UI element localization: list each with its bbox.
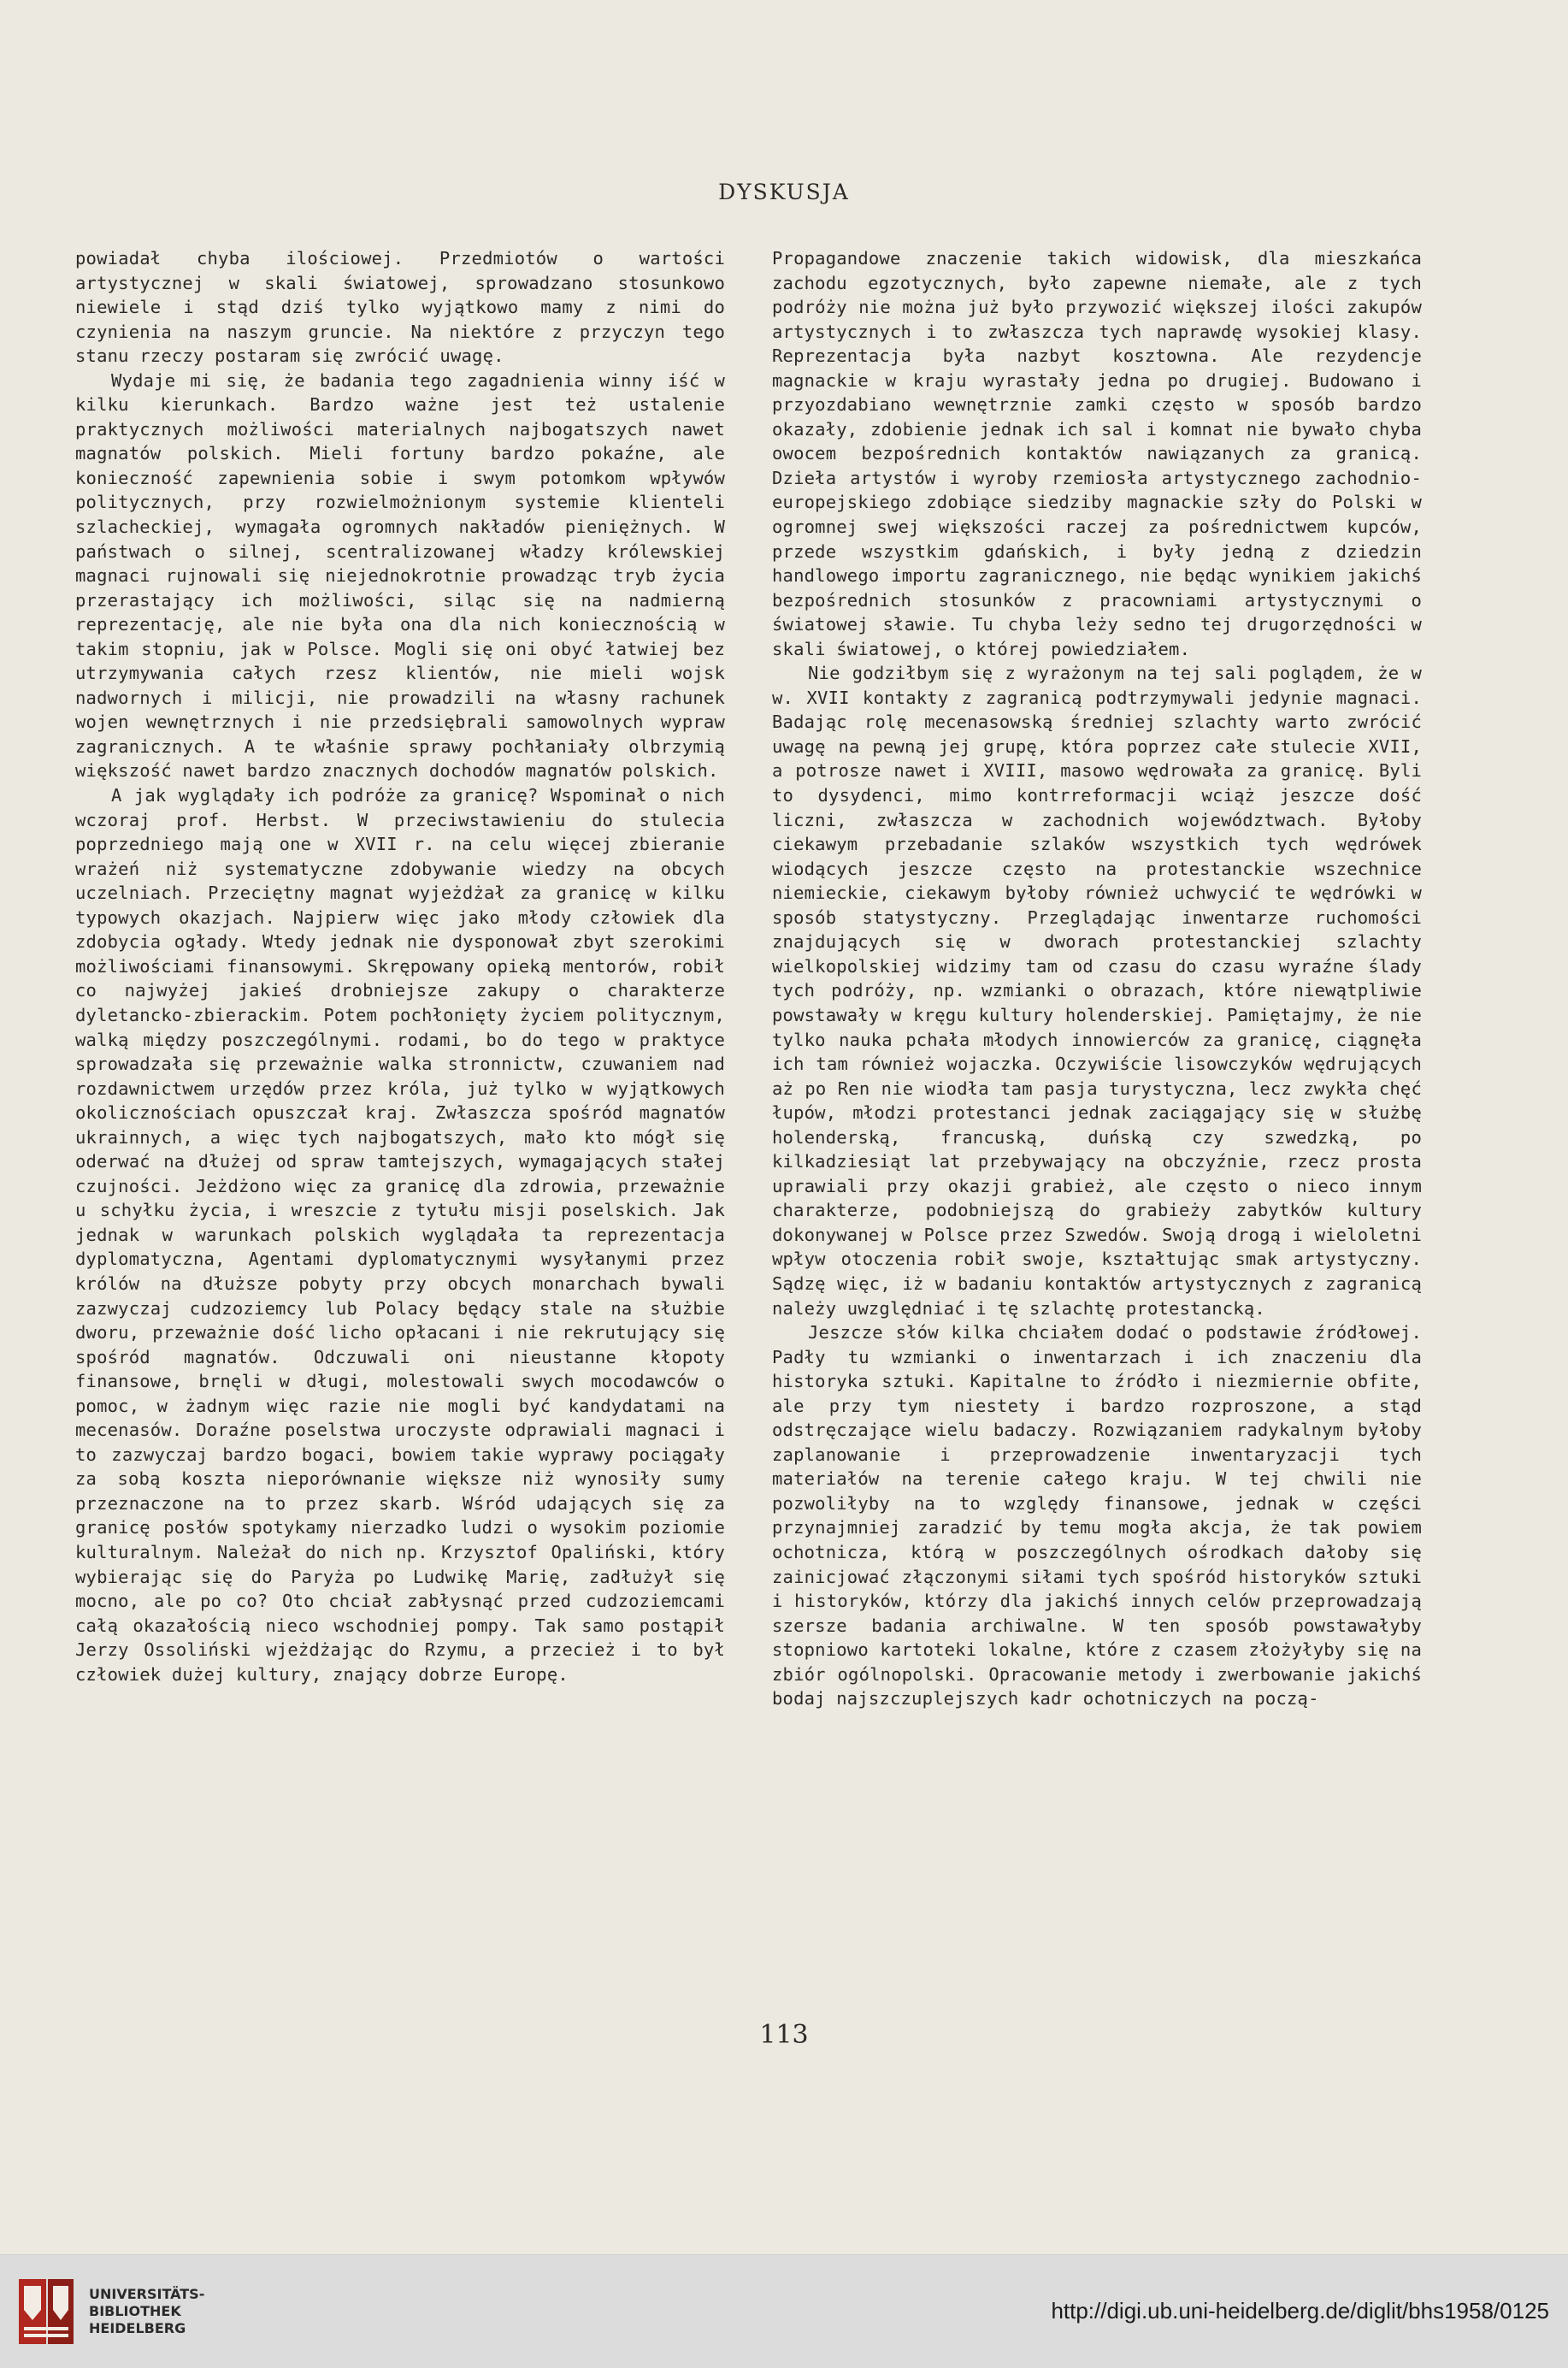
right-column [772,246,1422,1711]
logo-line-3: HEIDELBERG [89,2320,186,2336]
left-paragraph-3: A jak wyglądały ich podróże za granicę? Wspominał o nich wczoraj prof. Herbst. W przeciwstawieniu do stulecia poprzedniego mają one w XVII r. na celu więcej zbieranie wrażeń niż systematyczne zdobywanie wiedzy na obcych uczelniach. Przeciętny magnat wyjeżdżał za granicę w kilku typowych okazjach. Najpierw więc jako młody człowiek dla zdobycia ogłady. Wtedy jednak nie dysponował zbyt szerokimi możliwościami finansowymi. Skrępowany opieką mentorów, robił co najwyżej jakieś drobniejsze zakupy o charakterze dyletancko-zbierackim. Potem pochłonięty życiem politycznym, walką między poszczególnymi. rodami, bo do tego w praktyce sprowadzała się przeważnie walka stronnictw, czuwaniem nad rozdawnictwem urzędów przez króla, już tylko w wyjątkowych okolicznościach opuszczał kraj. Zwłaszcza spośród magnatów ukrainnych, a więc tych najbogatszych, mało kto mógł się oderwać na dłużej od spraw tamtejszych, wymagających stałej czujności. Jeżdżono więc za granicę dla zdrowia, przeważnie u schyłku życia, i wreszcie z tytułu misji poselskich. Jak jednak w warunkach polskich wyglądała ta reprezentacja dyplomatyczna, Agentami dyplomatycznymi wysyłanymi przez królów na dłuższe pobyty przy obcych monarchach bywali zazwyczaj cudzoziemcy lub Polacy będący stale na służbie dworu, przeważnie dość licho opłacani i nie rekrutujący się spośród magnatów. Odczuwali oni nieustanne kłopoty finansowe, brnęli w długi, molestowali swych mocodawców o pomoc, w żadnym więc razie nie mogli być kandydatami na mecenasów. Doraźne poselstwa uroczyste odprawiali magnaci i to zazwyczaj bardzo bogaci, bowiem takie wyprawy pociągały za sobą koszta nieporównanie większe niż wynosiły sumy przeznaczone na to przez skarb. Wśród udających się za granicę posłów spotykamy nierzadko ludzi o wysokim poziomie kulturalnym. Należał do nich np. Krzysztof Opaliński, który wybierając się do Paryża po Ludwikę Marię, zadłużył się mocno, ale po co? Oto chciał zabłysnąć przed cudzoziemcami całą okazałością nieco wschodniej pompy. Tak samo postąpił Jerzy Ossoliński wjeżdżając do Rzymu, a przecież i to był człowiek dużej kultury, znający dobrze Europę. [75,785,725,1685]
logo-line-1: UNIVERSITÄTS- [89,2286,205,2302]
source-url-link[interactable]: http://digi.ub.uni-heidelberg.de/diglit/bhs1958/0125 [1051,2298,1549,2324]
logo-line-2: BIBLIOTHEK [89,2303,181,2319]
left-column [75,246,725,1686]
left-paragraph-1: powiadał chyba ilościowej. Przedmiotów o wartości artystycznej w skali światowej, sprowadzano stosunkowo niewiele i stąd dziś tylko wyjątkowo mamy z nimi do czynienia na naszym gruncie. Na niektóre z przyczyn tego stanu rzeczy postaram się zwrócić uwagę. [75,248,725,367]
right-paragraph-2: Nie godziłbym się z wyrażonym na tej sali poglądem, że w w. XVII kontakty z zagranicą podtrzymywali jedynie magnaci. Badając rolę mecenasowską średniej szlachty warto zwrócić uwagę na pewną jej grupę, która poprzez całe stulecie XVII, a potrosze nawet i XVIII, masowo wędrowała za granicę. Byli to dysydenci, mimo kontrreformacji wciąż jeszcze dość liczni, zwłaszcza w zachodnich województwach. Byłoby ciekawym przebadanie szlaków wszystkich tych wędrówek wiodących jeszcze często na protestanckie wszechnice niemieckie, ciekawym byłoby również uchwycić te wędrówki w sposób statystyczny. Przeglądając inwentarze ruchomości znajdujących się w dworach protestanckiej szlachty wielkopolskiej widzimy tam od czasu do czasu wyraźne ślady tych podróży, np. wzmianki o obrazach, które niewątpliwie powstawały w kręgu kultury holenderskiej. Pamiętajmy, że nie tylko nauka pchała młodych innowierców za granicę, ciągnęła ich tam również wojaczka. Oczywiście lisowczyków wędrujących aż po Ren nie wiodła tam pasja turystyczna, lecz zwykła chęć łupów, młodzi protestanci jednak zaciągający się w służbę holenderską, francuską, duńską czy szwedzką, po kilkadziesiąt lat przebywający na obczyźnie, rzecz prosta uprawiali przy okazji grabież, ale często o nieco innym charakterze, podobniejszą do grabieży zabytków kultury dokonywanej w Polsce przez Szwedów. Swoją drogą i wieloletni wpływ otoczenia robił swoje, kształtując smak artystyczny. Sądzę więc, iż w badaniu kontaktów artystycznych z zagranicą należy uwzględniać i tę szlachtę protestancką. [772,663,1422,1319]
footer-bar [0,2254,1568,2368]
left-paragraph-2: Wydaje mi się, że badania tego zagadnienia winny iść w kilku kierunkach. Bardzo ważne jest też ustalenie praktycznych możliwości materialnych najbogatszych nawet magnatów polskich. Mieli fortuny bardzo pokaźne, ale konieczność zapewnienia sobie i swym potomkom wpływów politycznych, przy rozwielmożnionym systemie klienteli szlacheckiej, wymagała ogromnych nakładów pieniężnych. W państwach o silnej, scentralizowanej władzy królewskiej magnaci rujnowali się niejednokrotnie prowadząc tryb życia przerastający ich możliwości, siląc się na nadmierną reprezentację, ale nie była ona dla nich koniecznością w takim stopniu, jak w Polsce. Mogli się oni obyć łatwiej bez utrzymywania całych rzesz klientów, nie mieli wojsk nadwornych i milicji, nie prowadzili na własny rachunek wojen wewnętrznych i nie przedsiębrali samowolnych wypraw zagranicznych. A te właśnie sprawy pochłaniały olbrzymią większość nawet bardzo znacznych dochodów magnatów polskich. [75,369,725,782]
page-number: 113 [759,2020,809,2050]
right-paragraph-3: Jeszcze słów kilka chciałem dodać o podstawie źródłowej. Padły tu wzmianki o inwentarzach i ich znaczeniu dla historyka sztuki. Kapitalne to źródło i niezmiernie obfite, ale przy tym niestety i bardzo rozproszone, a stąd odstręczające wielu badaczy. Rozwiązaniem radykalnym byłoby zaplanowanie i przeprowadzenie inwentaryzacji tych materiałów na terenie całego kraju. W tej chwili nie pozwoliłyby na to względy finansowe, jednak w części przynajmniej zaradzić by temu mogła akcja, że tak powiem ochotnicza, którą w poszczególnych ośrodkach dałoby się zainicjować złączonymi siłami tych spośród historyków sztuki i historyków, którzy dla jakichś innych celów przeprowadzają szersze badania archiwalne. W ten sposób powstawałyby stopniowo kartoteki lokalne, które z czasem złożyłyby się na zbiór ogólnopolski. Opracowanie metody i zwerbowanie jakichś bodaj najszczuplejszych kadr ochotniczych na począ- [772,1322,1422,1710]
right-paragraph-1: Propagandowe znaczenie takich widowisk, dla mieszkańca zachodu egzotycznych, było zapewne niemałe, ale z tych podróży nie można już było przywozić większej ilości zakupów artystycznych i to zwłaszcza tych naprawdę wysokiej klasy. Reprezentacja była nazbyt kosztowna. Ale rezydencje magnackie w kraju wyrastały jedna po drugiej. Budowano i przyozdabiano wewnętrznie zamki często w sposób bardzo okazały, zdobienie jednak ich sal i komnat nie bywało chyba owocem bezpośrednich kontaktów nawiązanych za granicą. Dzieła artystów i wyroby rzemiosła artystycznego zachodnio-europejskiego zdobiące siedziby magnackie szły do Polski w ogromnej swej większości raczej za pośrednictwem kupców, przede wszystkim gdańskich, i były jedną z dziedzin handlowego importu zagranicznego, nie będąc wynikiem jakichś bezpośrednich stosunków z pracowniami artystycznymi o światowej sławie. Tu chyba leży sedno tej drugorzędności w skali światowej, o której powiedziałem. [772,248,1422,659]
university-library-seal-icon [15,2276,77,2347]
library-logo-text [89,2286,204,2337]
running-head: DYSKUSJA [718,180,850,204]
